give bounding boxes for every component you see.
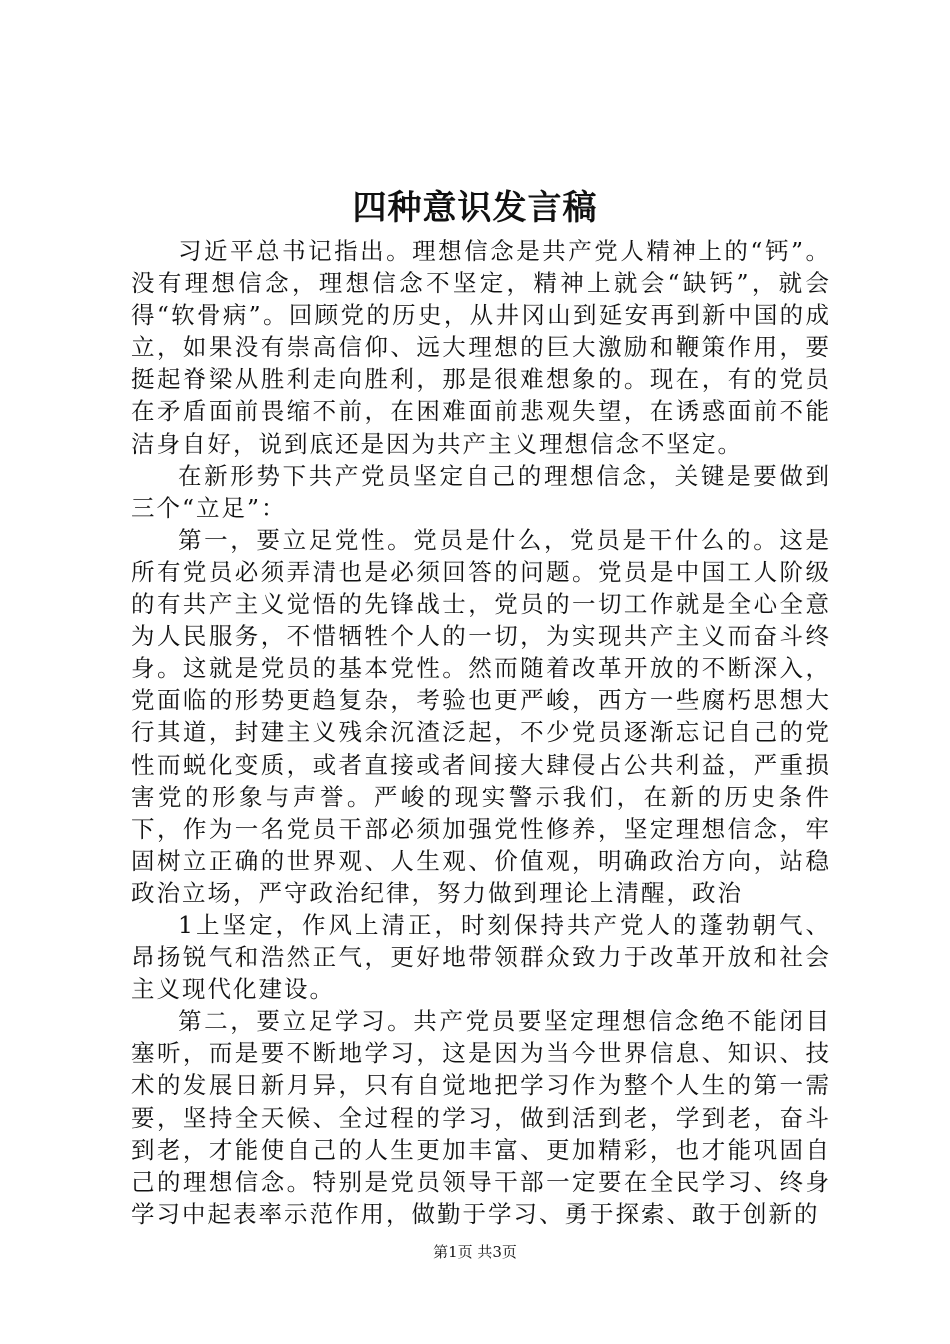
paragraph-first-party-spirit: 第一，要立足党性。党员是什么，党员是干什么的。这是所有党员必须弄清也是必须回答的问题。党员是中国工人阶级的有共产主义觉悟的先锋战士，党员的一切工作就是全心全意为人民服务，不惜牺牲个人的一切，为实现共产主义而奋斗终身。这就是党员的基本党性。然而随着改革开放的不断深入，党面临的形势更趋复杂，考验也更严峻，西方一些腐朽思想大行其道，封建主义残余沉渣泛起，不少党员逐渐忘记自己的党性而蜕化变质，或者直接或者间接大肆侵占公共利益，严重损害党的形象与声誉。严峻的现实警示我们，在新的历史条件下，作为一名党员干部必须加强党性修养，坚定理想信念，牢固树立正确的世界观、人生观、价值观，明确政治方向，站稳政治立场，严守政治纪律，努力做到理论上清醒，政治 (131, 525, 831, 907)
paragraph-three-footholds: 在新形势下共产党员坚定自己的理想信念，关键是要做到三个“立足”： (131, 461, 831, 522)
document-title: 四种意识发言稿 (352, 188, 598, 228)
paragraph-intro: 习近平总书记指出。理想信念是共产党人精神上的“钙”。没有理想信念，理想信念不坚定，精神上就会“缺钙”，就会得“软骨病”。回顾党的历史，从井冈山到延安再到新中国的成立，如果没有崇高信仰、远大理想的巨大激励和鞭策作用，要挺起脊梁从胜利走向胜利，那是很难想象的。现在，有的党员在矛盾面前畏缩不前，在困难面前悲观失望，在诱惑面前不能洁身自好，说到底还是因为共产主义理想信念不坚定。 (131, 237, 831, 458)
document-body (131, 235, 831, 1230)
paragraph-second-study: 第二，要立足学习。共产党员要坚定理想信念绝不能闭目塞听，而是要不断地学习，这是因为当今世界信息、知识、技术的发展日新月异，只有自觉地把学习作为整个人生的第一需要，坚持全天候、全过程的学习，做到活到老，学到老，奋斗到老，才能使自己的人生更加丰富、更加精彩，也才能巩固自己的理想信念。特别是党员领导干部一定要在全民学习、终身学习中起表率示范作用，做勤于学习、勇于探索、敢于创新的 (131, 1007, 831, 1228)
page-number-footer: 第1页 共3页 (433, 1243, 517, 1261)
paragraph-first-continued: 1上坚定，作风上清正，时刻保持共产党人的蓬勃朝气、昂扬锐气和浩然正气，更好地带领群众致力于改革开放和社会主义现代化建设。 (131, 910, 831, 1004)
